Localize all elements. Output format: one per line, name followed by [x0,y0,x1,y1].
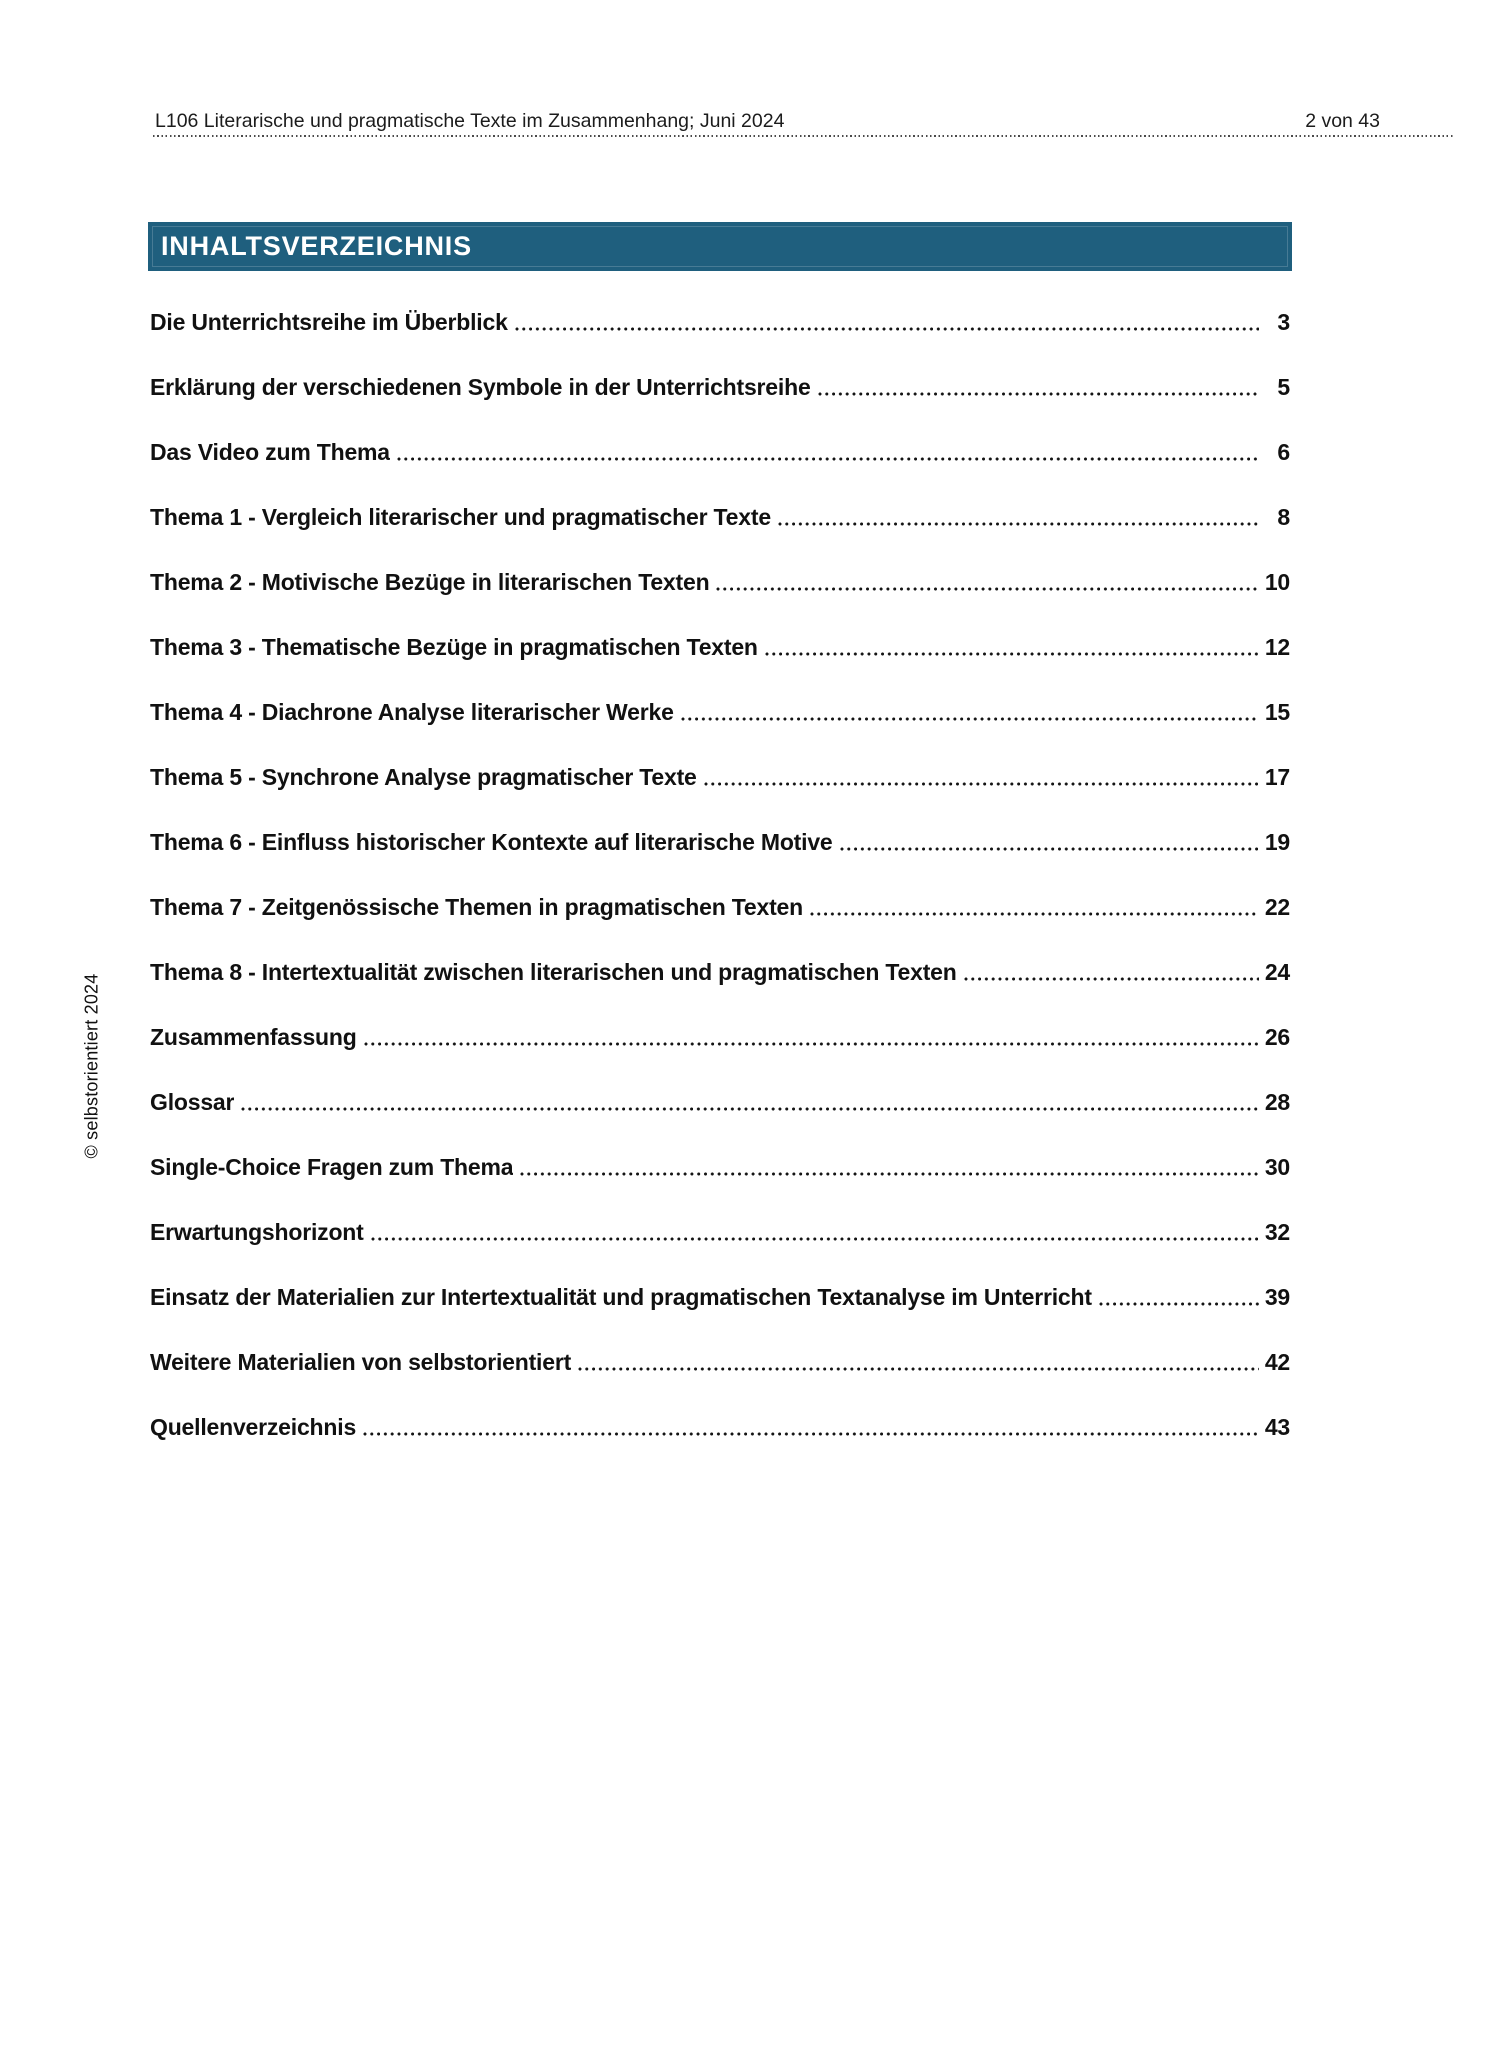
toc-entry-label: Thema 5 - Synchrone Analyse pragmatischer Texte [150,764,697,790]
toc-entry-label: Thema 1 - Vergleich literarischer und pragmatischer Texte [150,504,771,530]
toc-entry [150,615,1290,680]
page-number-indicator: 2 von 43 [1305,110,1380,132]
toc-title-bar [148,222,1292,271]
toc-entry-label: Quellenverzeichnis [150,1414,357,1440]
copyright-vertical-text: © selbstorientiert 2024 [81,973,102,1159]
toc-entry-page-number: 8 [1277,504,1290,530]
toc-list [150,290,1290,1460]
toc-entry-page-number: 24 [1264,959,1290,985]
toc-dot-leader [397,441,1259,464]
toc-entry [150,1135,1290,1200]
toc-entry [150,1395,1290,1460]
toc-entry-page-number: 6 [1277,439,1290,465]
toc-dot-leader [765,636,1259,659]
toc-entry [150,355,1290,420]
toc-dot-leader [364,1026,1259,1049]
toc-entry [150,1265,1290,1330]
toc-entry-page-number: 30 [1264,1154,1290,1180]
toc-entry-page-number: 15 [1264,699,1290,725]
toc-entry [150,1070,1290,1135]
toc-entry-label: Thema 2 - Motivische Bezüge in literarischen Texten [150,569,710,595]
toc-dot-leader [964,961,1259,984]
toc-entry [150,810,1290,875]
toc-dot-leader [515,311,1259,334]
toc-entry [150,1330,1290,1395]
toc-entry-label: Glossar [150,1089,235,1115]
toc-dot-leader [1099,1286,1259,1309]
header-divider-dotted [153,135,1453,137]
toc-entry-label: Thema 4 - Diachrone Analyse literarischer Werke [150,699,674,725]
toc-entry-page-number: 26 [1264,1024,1290,1050]
toc-dot-leader [840,831,1259,854]
toc-entry-page-number: 17 [1264,764,1290,790]
toc-entry-label: Erklärung der verschiedenen Symbole in der Unterrichtsreihe [150,374,811,400]
toc-dot-leader [778,506,1259,529]
toc-dot-leader [681,701,1259,724]
toc-entry [150,875,1290,940]
toc-entry-label: Die Unterrichtsreihe im Überblick [150,309,508,335]
toc-dot-leader [810,896,1259,919]
toc-dot-leader [704,766,1259,789]
toc-entry [150,420,1290,485]
toc-entry-page-number: 22 [1264,894,1290,920]
toc-entry-label: Thema 7 - Zeitgenössische Themen in pragmatischen Texten [150,894,803,920]
toc-dot-leader [371,1221,1259,1244]
toc-entry-page-number: 12 [1264,634,1290,660]
toc-entry [150,550,1290,615]
toc-dot-leader [241,1091,1259,1114]
toc-entry-label: Weitere Materialien von selbstorientiert [150,1349,572,1375]
toc-entry-label: Single-Choice Fragen zum Thema [150,1154,514,1180]
toc-dot-leader [520,1156,1259,1179]
toc-entry-page-number: 43 [1264,1414,1290,1440]
toc-entry [150,940,1290,1005]
toc-entry-page-number: 5 [1277,374,1290,400]
toc-entry [150,745,1290,810]
toc-entry-page-number: 39 [1264,1284,1290,1310]
toc-entry [150,680,1290,745]
toc-entry-page-number: 32 [1264,1219,1290,1245]
toc-entry-page-number: 10 [1264,569,1290,595]
toc-entry-label: Erwartungshorizont [150,1219,364,1245]
toc-entry [150,1005,1290,1070]
toc-entry-page-number: 28 [1264,1089,1290,1115]
toc-dot-leader [578,1351,1259,1374]
toc-entry-label: Thema 3 - Thematische Bezüge in pragmatischen Texten [150,634,758,660]
toc-entry-page-number: 19 [1264,829,1290,855]
toc-entry-label: Thema 8 - Intertextualität zwischen literarischen und pragmatischen Texten [150,959,957,985]
toc-entry-page-number: 3 [1277,309,1290,335]
toc-entry-label: Das Video zum Thema [150,439,390,465]
toc-dot-leader [363,1416,1259,1439]
toc-dot-leader [716,571,1259,594]
toc-entry [150,485,1290,550]
toc-entry-label: Thema 6 - Einfluss historischer Kontexte auf literarische Motive [150,829,833,855]
toc-title: INHALTSVERZEICHNIS [161,231,472,261]
toc-entry-page-number: 42 [1264,1349,1290,1375]
toc-entry [150,290,1290,355]
running-header-title: L106 Literarische und pragmatische Texte im Zusammenhang; Juni 2024 [155,110,785,132]
toc-dot-leader [818,376,1259,399]
toc-entry-label: Zusammenfassung [150,1024,357,1050]
toc-entry [150,1200,1290,1265]
toc-entry-label: Einsatz der Materialien zur Intertextualität und pragmatischen Textanalyse im Unterricht [150,1284,1092,1310]
